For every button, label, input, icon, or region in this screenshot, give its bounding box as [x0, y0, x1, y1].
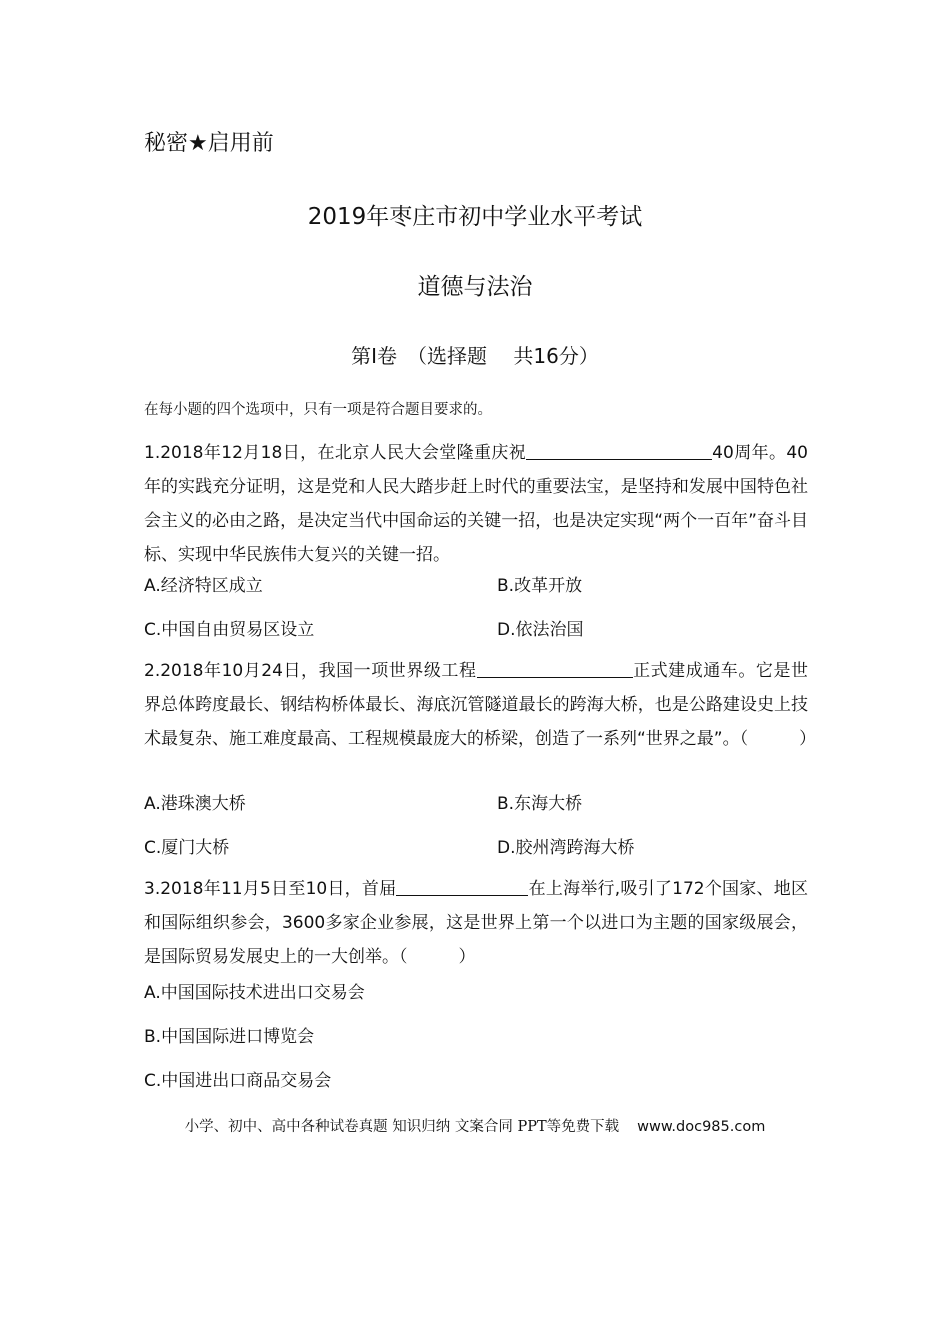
instruction-text: 在每小题的四个选项中，只有一项是符合题目要求的。 [144, 402, 492, 418]
answer-blank [396, 875, 528, 896]
question-1-stem-rest: 40周年。40年的实践充分证明，这是党和人民大踏步赶上时代的重要法宝，是坚持和发展中国特色社会主义的必由之路，是决定当代中国命运的关键一招，也是决定实现“两个一百年”奋斗目标、实现中华民族伟大复兴的关键一招。 [144, 443, 808, 565]
question-2-stem-start: 2.2018年10月24日，我国一项世界级工程 [144, 661, 477, 681]
question-3-option-a: A.中国国际技术进出口交易会 [144, 983, 365, 1003]
question-1-option-c: C.中国自由贸易区设立 [144, 620, 315, 640]
question-3-stem-rest: 在上海举行,吸引了172个国家、地区和国际组织参会，3600多家企业参展，这是世界上第一个以进口为主题的国家级展会，是国际贸易发展史上的一大创举。（ ） [144, 879, 808, 967]
question-1-stem-start: 1.2018年12月18日，在北京人民大会堂隆重庆祝 [144, 443, 527, 463]
section-title: 第Ⅰ卷 （选择题 共16分） [351, 344, 599, 368]
question-2-stem-rest: 正式建成通车。它是世界总体跨度最长、钢结构桥体最长、海底沉管隧道最长的跨海大桥，也是公路建设史上技术最复杂、施工难度最高、工程规模最庞大的桥梁，创造了一系列“世界之最”。（ ） [144, 661, 817, 749]
question-2-stem [144, 654, 817, 756]
question-3-option-b: B.中国国际进口博览会 [144, 1027, 315, 1047]
subject-title: 道德与法治 [417, 274, 533, 300]
question-1-option-a: A.经济特区成立 [144, 576, 263, 596]
footer-url[interactable]: www.doc985.com [637, 1119, 766, 1135]
question-3-option-c: C.中国进出口商品交易会 [144, 1071, 332, 1091]
question-1-option-d: D.依法治国 [497, 620, 584, 640]
answer-blank [477, 657, 633, 678]
question-3-stem [144, 872, 808, 974]
question-2-option-d: D.胶州湾跨海大桥 [497, 838, 635, 858]
exam-title: 2019年枣庄市初中学业水平考试 [307, 204, 643, 230]
confidential-mark: 秘密★启用前 [144, 131, 274, 156]
question-2-option-a: A.港珠澳大桥 [144, 794, 246, 814]
question-1-option-b: B.改革开放 [497, 576, 583, 596]
question-3-stem-start: 3.2018年11月5日至10日，首届 [144, 879, 397, 899]
question-2-option-b: B.东海大桥 [497, 794, 583, 814]
question-1-stem [144, 436, 808, 572]
footer-text: 小学、初中、高中各种试卷真题 知识归纳 文案合同 PPT等免费下载 [184, 1119, 620, 1135]
page-footer [0, 1115, 950, 1136]
question-2-option-c: C.厦门大桥 [144, 838, 230, 858]
answer-blank [526, 439, 712, 460]
